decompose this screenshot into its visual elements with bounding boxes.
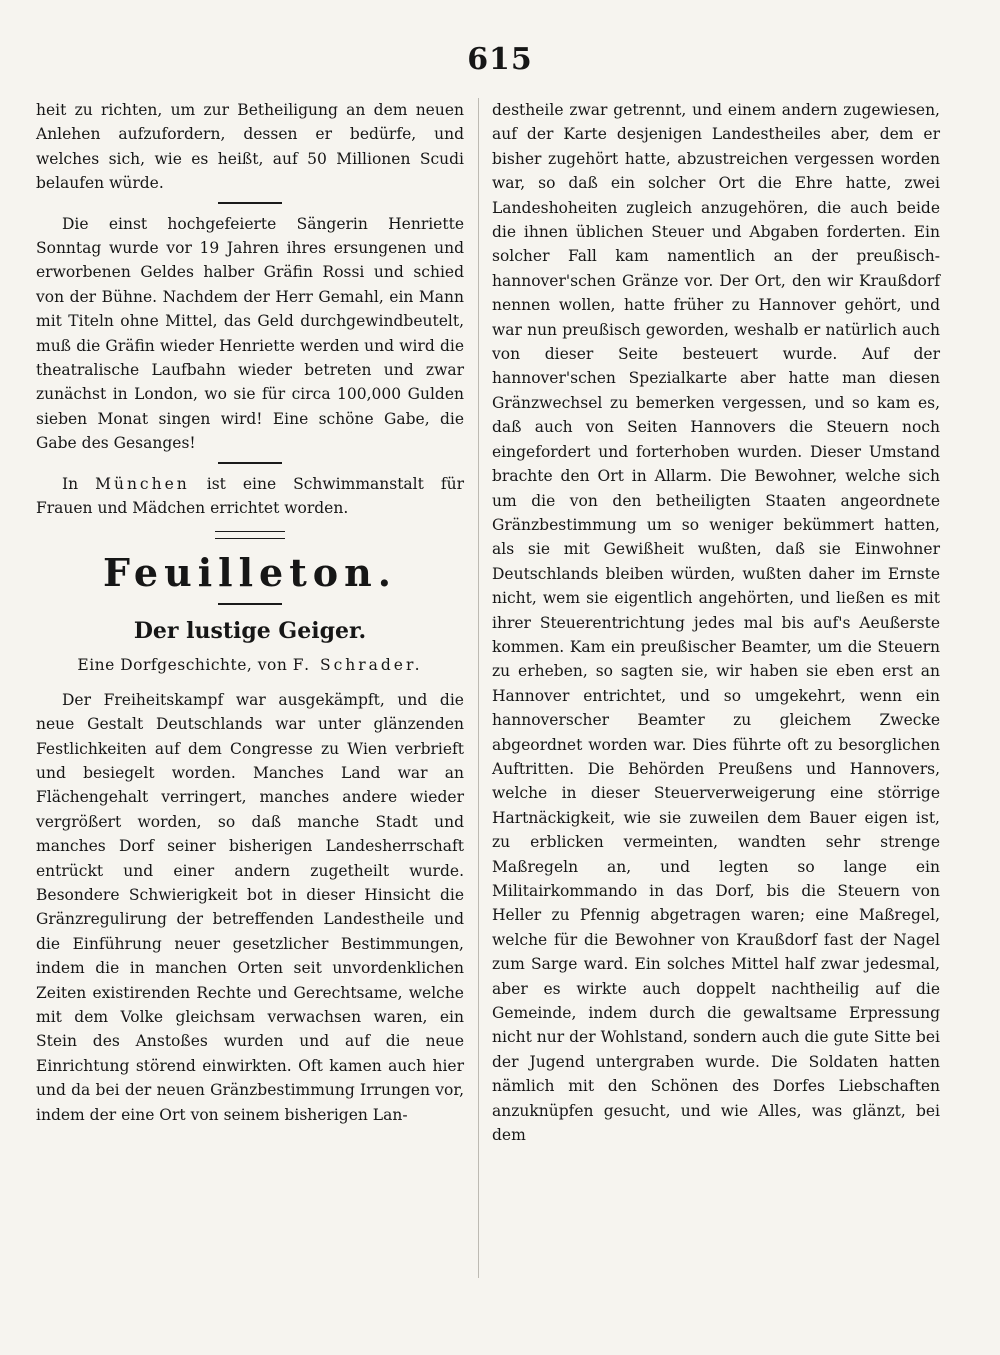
left-column — [36, 98, 464, 1127]
column-divider — [478, 98, 479, 1278]
story-title: Der lustige Geiger. — [133, 617, 367, 644]
story-paragraph-continued: destheile zwar getrennt, und einem andern zugewiesen, auf der Karte desjenigen Landestheiles aber, dem er bisher zugehört hatte, abzustreichen vergessen worden war, so daß ein solcher Ort die Ehre hatte, zwei Landeshoheiten zugleich anzugehören, die auch beide die ihnen üblichen Steuer und Abgaben forderten. Ein solcher Fall kam namentlich an der preußisch-hannover'schen Gränze vor. Der Ort, den wir Kraußdorf nennen wollen, hatte früher zu Hannover gehört, und war nun preußisch geworden, weshalb er natürlich auch von dieser Seite besteuert wurde. Auf der hannover'schen Spezialkarte aber hatte man diesen Gränzwechsel zu bemerken vergessen, und so kam es, daß auch von Seiten Hannovers die Steuern noch eingefordert und forterhoben wurden. Dieser Umstand brachte den Ort in Allarm. Die Bewohner, welche sich um die von den betheiligten Staaten angeordnete Gränzbestimmung um so weniger bekümmert hatten, als sie mit Gewißheit wußten, daß sie Einwohner Deutschlands bleiben würden, wußten daher im Ernste nicht, wem sie eigentlich angehörten, und ließen es mit ihrer Steuerentrichtung jedes mal bis auf's Aeußerste kommen. Kam ein preußischer Beamter, um die Steuern zu erheben, so sagten sie, wir haben sie eben erst an Hannover entrichtet, und so umgekehrt, wenn ein hannoverscher Beamter zu gleichem Zwecke abgeordnet worden war. Dies führte oft zu besorglichen Auftritten. Die Behörden Preußens und Hannovers, welche in dieser Steuerverweigerung eine störrige Hartnäckigkeit, wie sie zuweilen dem Bauer eigen ist, zu erblicken vermeinten, wandten sehr strenge Maßregeln an, und legten so lange ein Militairkommando in das Dorf, bis die Steuern von Heller zu Pfennig abgetragen waren; eine Maßregel, welche für die Bewohner von Kraußdorf fast der Nagel zum Sarge ward. Ein solches Mittel half zwar jedesmal, aber es wirkte auch doppelt nachtheilig auf die Gemeinde, indem durch die gewaltsame Erpressung nicht nur der Wohlstand, sondern auch die gute Sitte bei der Jugend untergraben wurde. Die Soldaten hatten nämlich mit den Schönen des Dorfes Liebschaften anzuknüpfen gesucht, und wie Alles, was glänzt, bei dem — [492, 101, 940, 1145]
story-paragraph: Der Freiheitskampf war ausgekämpft, und die neue Gestalt Deutschlands war unter glänzenden Festlichkeiten auf dem Congresse zu Wien verbrieft und besiegelt worden. Manches Land war an Flächengehalt verringert, manches andere wieder vergrößert worden, so daß manche Stadt und manches Dorf seiner bisherigen Landesherrschaft entrückt und einer andern zugetheilt wurde. Besondere Schwierigkeit bot in dieser Hinsicht die Gränzregulirung der betreffenden Landestheile und die Einführung neuer gesetzlicher Bestimmungen, indem die in manchen Orten seit unvordenklichen Zeiten existirenden Rechte und Gerechtsame, welche mit dem Volke gleichsam verwachsen waren, ein Stein des Anstoßes wurden und auf die neue Einrichtung störend einwirkten. Oft kamen auch hier und da bei der neuen Gränzbestimmung Irrungen vor, indem der eine Ort von seinem bisherigen Lan- — [36, 690, 464, 1124]
news-paragraph-munich — [36, 472, 464, 521]
section-separator — [218, 462, 282, 464]
byline-text: Eine Dorfgeschichte, von — [77, 656, 288, 675]
section-separator — [218, 202, 282, 204]
right-column — [492, 98, 940, 1147]
page-number: 615 — [467, 42, 533, 77]
munich-city: München — [95, 474, 190, 493]
section-separator — [218, 603, 282, 605]
feuilleton-heading: Feuilleton. — [103, 549, 397, 595]
news-paragraph-loan: heit zu richten, um zur Betheiligung an dem neuen Anlehen aufzufordern, dessen er bedürfe, und welches sich, wie es heißt, auf 50 Millionen Scudi belaufen würde. — [36, 101, 464, 193]
munich-post: ist eine Schwimmanstalt für Frauen und Mädchen errichtet worden. — [36, 474, 464, 518]
double-separator — [215, 531, 285, 539]
news-paragraph-sontag: Die einst hochgefeierte Sängerin Henriette Sonntag wurde vor 19 Jahren ihres ersungenen und erworbenen Geldes halber Gräfin Rossi und schied von der Bühne. Nachdem der Herr Gemahl, ein Mann mit Titeln ohne Mittel, das Geld durchgewindbeutelt, muß die Gräfin wieder Henriette werden und wird die theatralische Laufbahn wieder betreten und zwar zunächst in London, wo sie für circa 100,000 Gulden sieben Monat singen wird! Eine schöne Gabe, die Gabe des Gesanges! — [36, 214, 464, 453]
munich-pre: In — [62, 474, 79, 493]
story-byline — [36, 653, 464, 677]
byline-author: F. Schrader. — [292, 656, 423, 675]
